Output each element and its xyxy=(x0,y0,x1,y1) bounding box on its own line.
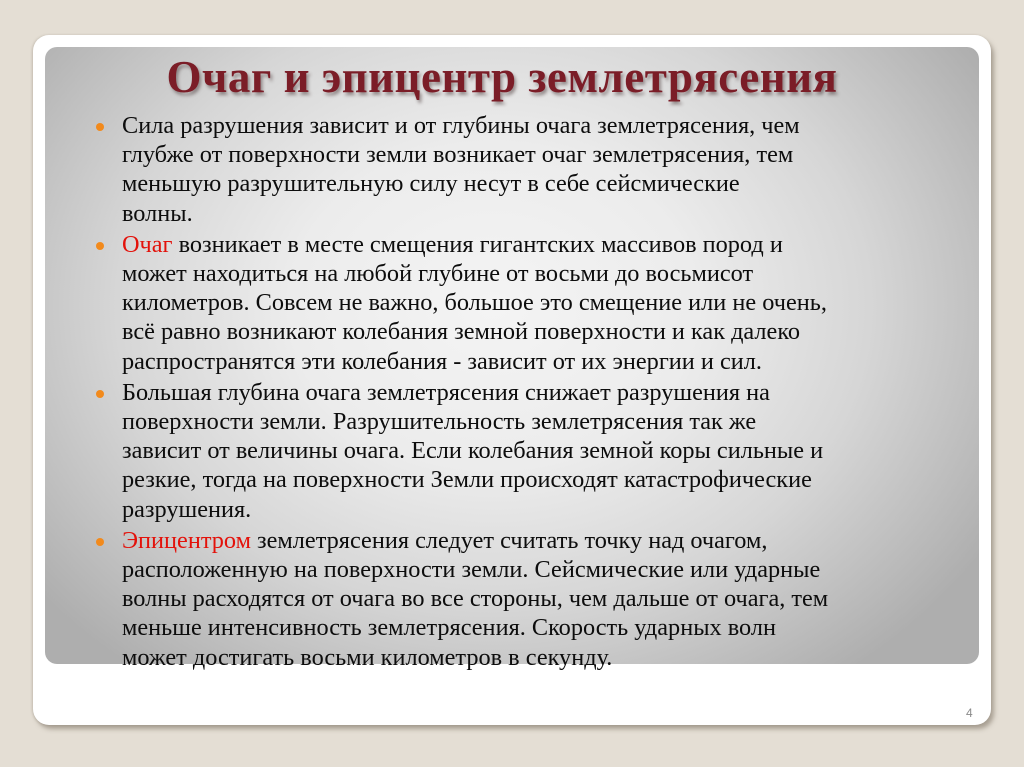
text-line: разрушения. xyxy=(122,495,252,523)
text-line: километров. Совсем не важно, большое это смещение или не очень, xyxy=(122,289,827,317)
text-line: резкие, тогда на поверхности Земли происходят катастрофические xyxy=(122,466,812,494)
bullet-dot-icon xyxy=(96,538,104,546)
text-line: волны. xyxy=(122,199,193,227)
text-line: может находиться на любой глубине от восьми до восьмисот xyxy=(122,260,754,288)
bullet-text xyxy=(122,378,970,524)
text-line: меньше интенсивность землетрясения. Скорость ударных волн xyxy=(122,614,776,642)
bullet-item-depth xyxy=(90,111,970,228)
text-line xyxy=(122,526,970,555)
page-number: 4 xyxy=(966,706,973,720)
text-line: распространятся эти колебания - зависит от их энергии и сил. xyxy=(122,347,762,375)
text-fragment: возникает в месте смещения гигантских массивов пород и xyxy=(172,230,783,258)
slide-title: Очаг и эпицентр землетрясения xyxy=(166,52,838,102)
bullet-item-epicenter xyxy=(90,526,970,672)
text-fragment: землетрясения следует считать точку над очагом, xyxy=(250,526,768,554)
bullet-dot-icon xyxy=(96,390,104,398)
bullet-text xyxy=(122,111,970,228)
highlight-term-focus: Очаг xyxy=(122,230,173,258)
text-line: меньшую разрушительную силу несут в себе сейсмические xyxy=(122,170,740,198)
highlight-term-epicenter: Эпицентром xyxy=(122,526,251,554)
bullet-text xyxy=(122,526,970,672)
text-line: Большая глубина очага землетрясения снижает разрушения на xyxy=(122,378,770,406)
bullet-list xyxy=(90,111,970,674)
text-line: расположенную на поверхности земли. Сейсмические или ударные xyxy=(122,556,821,584)
text-line: поверхности земли. Разрушительность землетрясения так же xyxy=(122,408,757,436)
text-line: зависит от величины очага. Если колебания земной коры сильные и xyxy=(122,437,824,465)
bullet-item-great-depth xyxy=(90,378,970,524)
bullet-dot-icon xyxy=(96,242,104,250)
text-line: Сила разрушения зависит и от глубины очага землетрясения, чем xyxy=(122,112,800,139)
text-line: глубже от поверхности земли возникает очаг землетрясения, тем xyxy=(122,141,794,169)
bullet-item-focus xyxy=(90,230,970,376)
bullet-dot-icon xyxy=(96,123,104,131)
text-line: всё равно возникают колебания земной поверхности и как далеко xyxy=(122,318,801,346)
bullet-text xyxy=(122,230,970,376)
text-line: может достигать восьми километров в секунду. xyxy=(122,643,613,671)
text-line xyxy=(122,230,970,259)
text-line: волны расходятся от очага во все стороны, чем дальше от очага, тем xyxy=(122,585,829,613)
